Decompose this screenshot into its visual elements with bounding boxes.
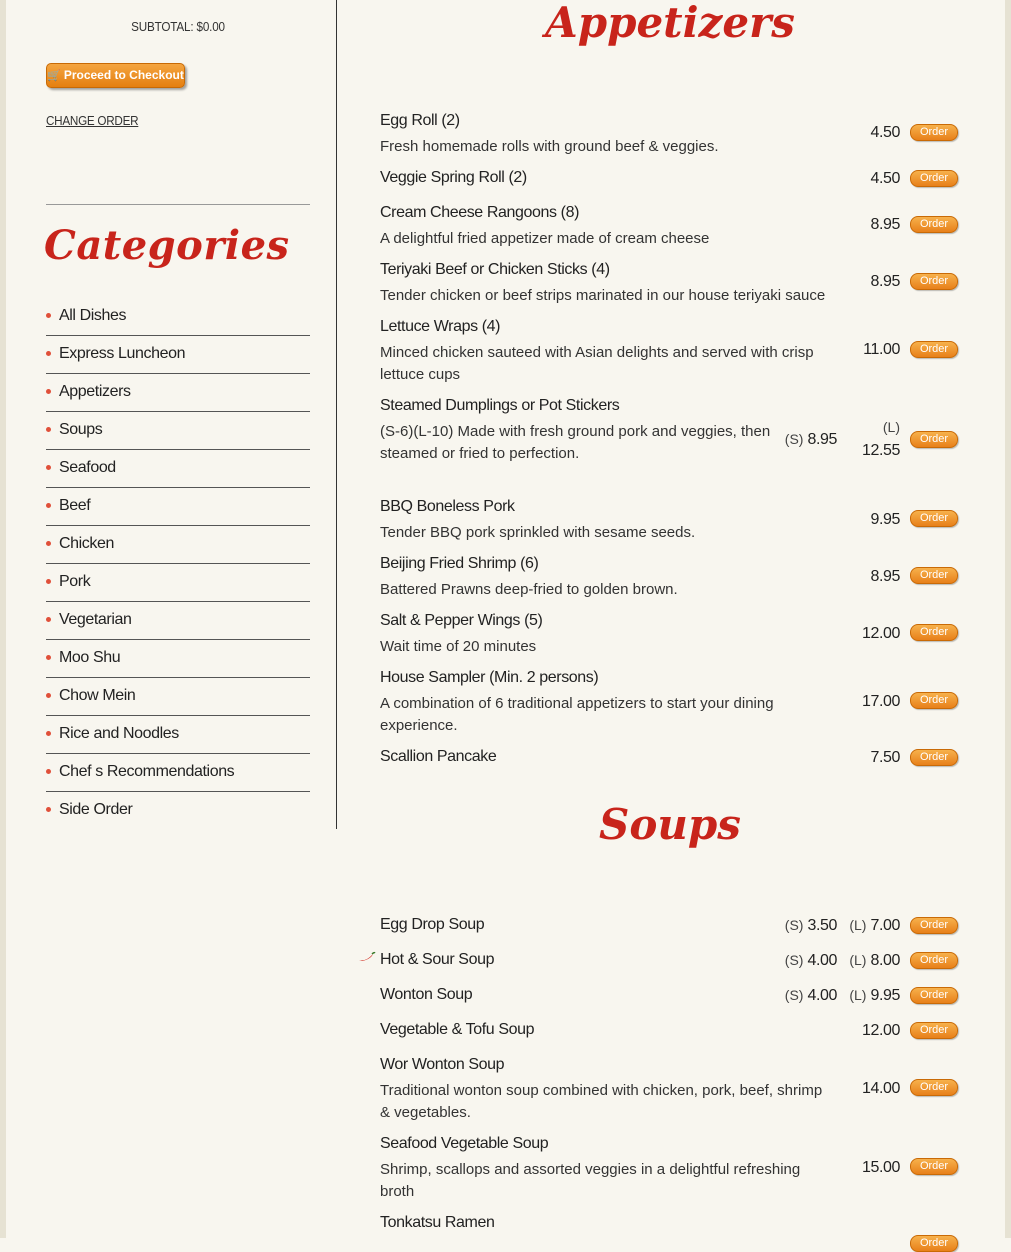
sidebar-divider [46,204,310,205]
item-name: Cream Cheese Rangoons (8) [380,204,579,221]
item-price-small-value: 4.00 [807,952,837,969]
item-name: Veggie Spring Roll (2) [380,169,527,186]
soups-heading: Soups [599,800,741,849]
order-button[interactable]: Order [910,987,958,1004]
bullet-icon [46,465,51,470]
bullet-icon [46,313,51,318]
item-name: Teriyaki Beef or Chicken Sticks (4) [380,261,610,278]
item-price-small-value: 3.50 [807,917,837,934]
categories-heading: Categories [44,222,290,269]
category-label: Side Order [59,801,133,818]
size-small-label: (S) [784,917,804,933]
item-price: 12.00 [861,625,900,642]
item-price: 12.00 [861,1022,900,1039]
menu-item [380,169,960,193]
menu-item [380,986,960,1010]
bullet-icon [46,389,51,394]
bullet-icon [46,617,51,622]
item-description: (S-6)(L-10) Made with fresh ground pork and veggies, then steamed or fried to perfection. [380,423,771,462]
item-price: 17.00 [861,693,900,710]
category-item-seafood[interactable] [46,450,310,488]
item-price-small [785,431,837,449]
item-description: Tender BBQ pork sprinkled with sesame seeds. [380,524,696,541]
item-name: Lettuce Wraps (4) [380,318,501,335]
item-name: BBQ Boneless Pork [380,498,515,515]
item-name: Beijing Fried Shrimp (6) [380,555,539,572]
order-button[interactable]: Order [910,341,958,358]
category-item-rice-and-noodles[interactable] [46,716,310,754]
item-price: 4.50 [870,170,900,187]
item-price-small [785,952,837,970]
size-large-label: (L) [849,987,867,1003]
item-name: House Sampler (Min. 2 persons) [380,669,599,686]
item-description: Shrimp, scallops and assorted veggies in a delightful refreshing broth [380,1161,801,1200]
item-price-small-value: 4.00 [807,987,837,1004]
menu-item [380,261,960,309]
order-button[interactable]: Order [910,749,958,766]
category-label: Chef s Recommendations [59,763,235,780]
order-button[interactable]: Order [910,952,958,969]
item-price-small-value: 8.95 [807,431,837,448]
item-description: Battered Prawns deep-fried to golden brown. [380,581,678,598]
category-label: Rice and Noodles [59,725,179,742]
category-item-chow-mein[interactable] [46,678,310,716]
category-label: Seafood [59,459,116,476]
category-label: Beef [59,497,91,514]
category-item-side-order[interactable] [46,792,310,829]
menu-item [380,1056,960,1126]
order-button[interactable]: Order [910,273,958,290]
item-price: 12.55 [861,442,900,459]
order-button[interactable]: Order [910,431,958,448]
item-name: Egg Roll (2) [380,112,460,129]
category-item-chefs-recommendations[interactable] [46,754,310,792]
item-name: Tonkatsu Ramen [380,1214,495,1231]
item-name: Steamed Dumplings or Pot Stickers [380,397,620,414]
category-list [46,298,310,829]
menu-item [380,397,960,489]
item-description: Fresh homemade rolls with ground beef & veggies. [380,138,719,155]
bullet-icon [46,579,51,584]
bullet-icon [46,655,51,660]
order-button[interactable]: Order [910,917,958,934]
chili-pepper-icon [358,951,376,963]
order-button[interactable]: Order [910,1079,958,1096]
item-name: Seafood Vegetable Soup [380,1135,549,1152]
item-name: Wonton Soup [380,986,473,1003]
order-button[interactable]: Order [910,624,958,641]
sidebar [0,0,337,829]
order-button[interactable]: Order [910,1235,958,1252]
order-button[interactable]: Order [910,1158,958,1175]
item-price: 9.95 [870,511,900,528]
menu-item [380,1021,960,1045]
item-description: Traditional wonton soup combined with chicken, pork, beef, shrimp & vegetables. [380,1082,823,1121]
item-name: Hot & Sour Soup [380,951,495,968]
category-label: Chicken [59,535,115,552]
item-price: 8.95 [870,216,900,233]
size-small-label: (S) [784,431,804,447]
right-page-edge [1005,0,1011,1238]
item-description: Tender chicken or beef strips marinated in our house teriyaki sauce [380,287,826,304]
menu-item [380,498,960,546]
menu-item [380,555,960,603]
bullet-icon [46,769,51,774]
category-label: All Dishes [59,307,127,324]
item-name: Wor Wonton Soup [380,1056,505,1073]
menu-item [380,951,960,975]
order-button[interactable]: Order [910,124,958,141]
menu-item [380,916,960,940]
size-large-label: (L) [882,419,900,435]
bullet-icon [46,503,51,508]
item-price-small [785,987,837,1005]
item-price: 14.00 [861,1080,900,1097]
category-label: Soups [59,421,103,438]
item-description: Minced chicken sauteed with Asian delights and served with crisp lettuce cups [380,344,814,383]
bullet-icon [46,427,51,432]
category-label: Pork [59,573,91,590]
item-price-large [849,987,900,1005]
item-name: Salt & Pepper Wings (5) [380,612,543,629]
item-price-large-value: 7.00 [870,917,900,934]
bullet-icon [46,807,51,812]
item-description: A delightful fried appetizer made of cream cheese [380,230,710,247]
menu-item [380,1214,960,1249]
item-price-large-value: 8.00 [870,952,900,969]
item-name: Egg Drop Soup [380,916,485,933]
category-label: Appetizers [59,383,131,400]
change-order-link[interactable]: CHANGE ORDER [46,113,139,128]
checkout-label: Proceed to Checkout [63,68,184,82]
item-price-large-value: 9.95 [870,987,900,1004]
size-large-label: (L) [849,952,867,968]
cart-icon: 🛒 [47,70,61,82]
category-item-vegetarian[interactable] [46,602,310,640]
category-label: Moo Shu [59,649,121,666]
menu-item [380,669,960,739]
bullet-icon [46,541,51,546]
category-item-chicken[interactable] [46,526,310,564]
order-button[interactable]: Order [910,692,958,709]
category-item-all-dishes[interactable] [46,298,310,336]
menu-item [380,612,960,660]
category-item-soups[interactable] [46,412,310,450]
size-large-label: (L) [849,917,867,933]
order-button[interactable]: Order [910,1022,958,1039]
category-label: Vegetarian [59,611,132,628]
category-label: Express Luncheon [59,345,186,362]
menu-item [380,112,960,160]
menu-item [380,204,960,252]
category-item-appetizers[interactable] [46,374,310,412]
item-description: A combination of 6 traditional appetizers to start your dining experience. [380,695,774,734]
item-price-large [849,952,900,970]
bullet-icon [46,731,51,736]
cart-subtotal: SUBTOTAL: $0.00 [131,19,225,34]
menu-item [380,1135,960,1205]
size-small-label: (S) [784,952,804,968]
bullet-icon [46,351,51,356]
item-price: 15.00 [861,1159,900,1176]
menu-item [380,748,960,772]
appetizers-heading: Appetizers [545,0,795,47]
order-button[interactable]: Order [910,216,958,233]
item-price-large [849,917,900,935]
item-price-small [785,917,837,935]
item-price: 7.50 [870,749,900,766]
item-price: 11.00 [863,341,900,358]
item-price: 8.95 [870,273,900,290]
proceed-to-checkout-button[interactable] [46,63,185,88]
menu-item [380,318,960,388]
order-button[interactable]: Order [910,567,958,584]
item-price: 8.95 [870,568,900,585]
category-label: Chow Mein [59,687,136,704]
item-name: Scallion Pancake [380,748,497,765]
order-button[interactable]: Order [910,170,958,187]
category-item-beef[interactable] [46,488,310,526]
category-item-express-luncheon[interactable] [46,336,310,374]
category-item-moo-shu[interactable] [46,640,310,678]
item-price: 4.50 [870,124,900,141]
item-name: Vegetable & Tofu Soup [380,1021,535,1038]
bullet-icon [46,693,51,698]
size-small-label: (S) [784,987,804,1003]
category-item-pork[interactable] [46,564,310,602]
item-description: Wait time of 20 minutes [380,638,537,655]
order-button[interactable]: Order [910,510,958,527]
